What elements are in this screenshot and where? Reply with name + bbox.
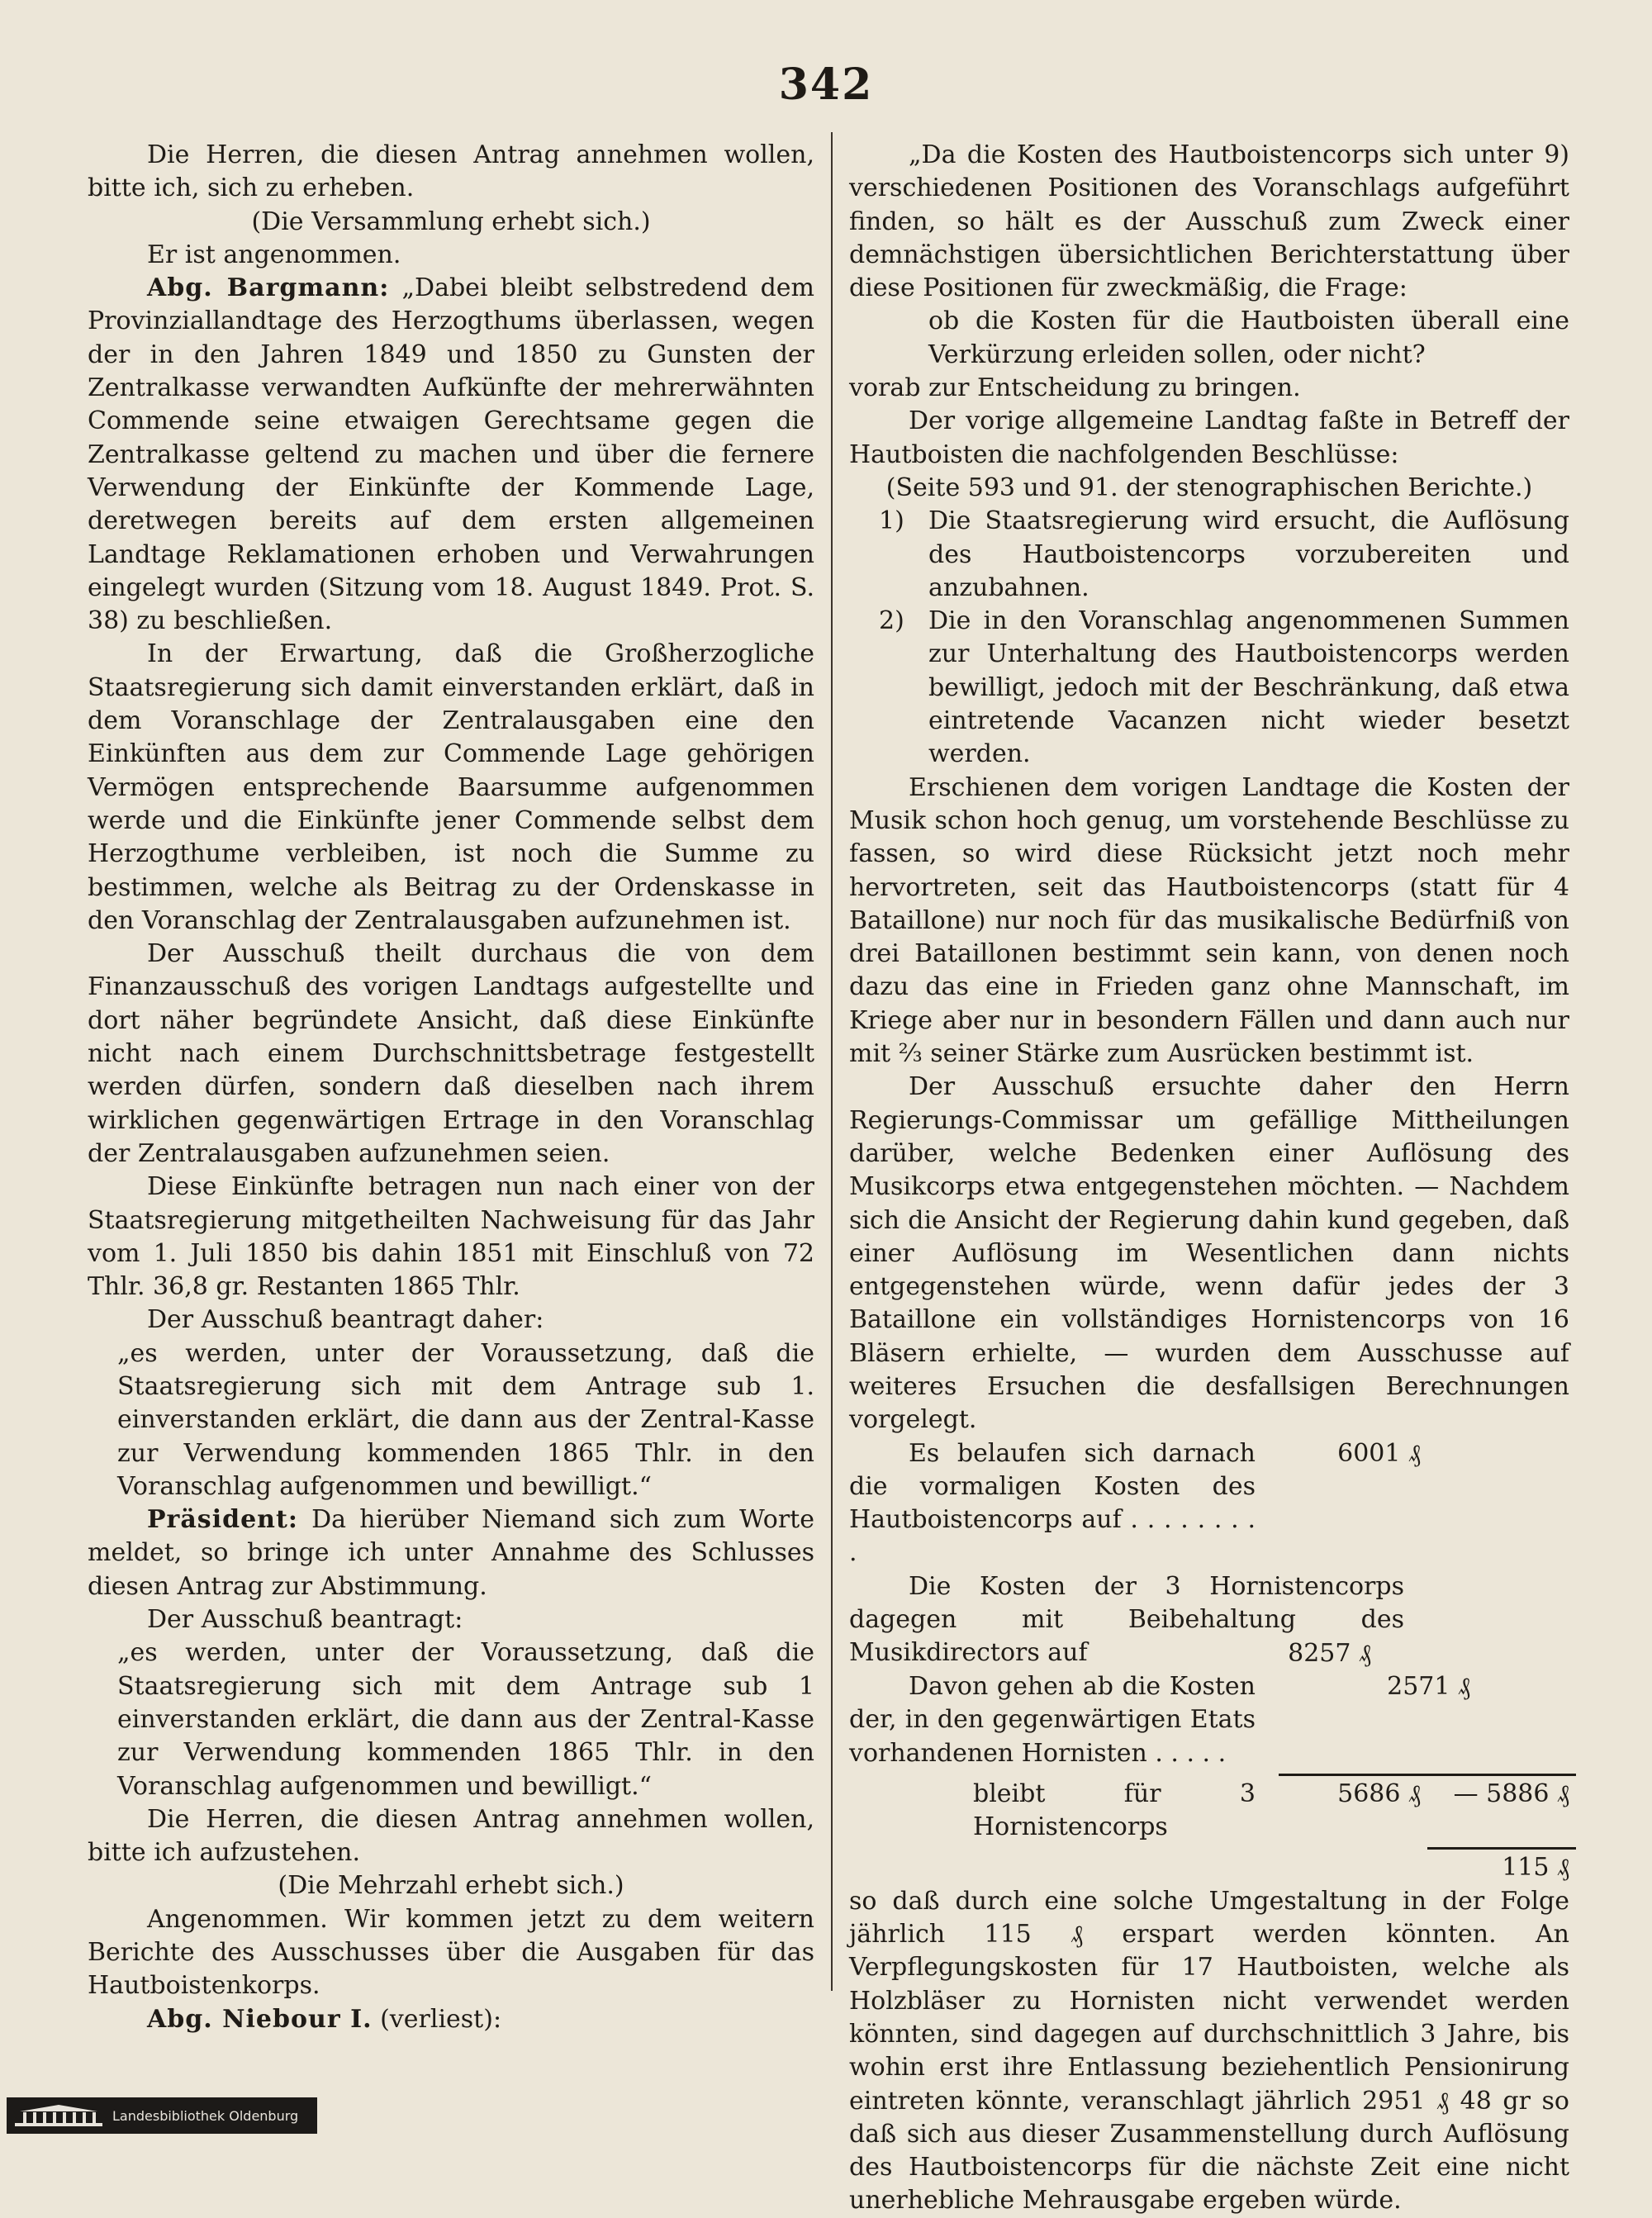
left-paragraph (88, 239, 814, 272)
paragraph-text: Er ist angenommen. (147, 240, 401, 269)
calc-row-present (849, 1670, 1569, 1770)
paragraph-text: (Die Versammlung erhebt sich.) (251, 207, 651, 236)
paragraph-text: Der Ausschuß beantragt: (147, 1605, 463, 1635)
paragraph-text: Die Herren, die diesen Antrag annehmen wollen, bitte ich aufzustehen. (88, 1804, 814, 1868)
paragraph-text: ob die Kosten für die Hautboisten überall eine Verkürzung erleiden sollen, oder nicht? (928, 306, 1569, 369)
left-paragraph (88, 1603, 814, 1636)
speaker-name: Präsident: (147, 1505, 298, 1535)
paragraph-text: „Dabei bleibt selbstredend dem Provinziallandtage des Herzogthums überlassen, wegen der in den Jahren 1849 und 1850 zu Gunsten der Zentralkasse verwandten Aufkünfte der mehrerwähnten Commende seine etwaigen Gerechtsame gegen die Zentralkasse geltend zu machen und über die fernere Verwendung der Einkünfte der Kommende Lage, deretwegen bereits auf dem ersten allgemeinen Landtage Reklamationen erhoben und Verwahrungen eingelegt wurden (Sitzung vom 18. August 1849. Prot. S. 38) zu beschließen. (88, 273, 814, 636)
resolution-text: Die Staatsregierung wird ersucht, die Auflösung des Hautboistencorps vorzubereiten und anzubahnen. (928, 506, 1569, 602)
library-footer (7, 2097, 317, 2134)
page-number: 342 (778, 59, 874, 110)
right-paragraph (849, 772, 1569, 1071)
resolution-number: 2) (879, 606, 904, 636)
right-closing-paragraph: so daß durch eine solche Umgestaltung in der Folge jährlich 115 ₰ erspart werden könnten. An Verpflegungskosten für 17 Hautboisten, welche als Holzbläser zu Hornisten nicht verwendet werden könnten, sind dagegen auf durchschnittlich 3 Jahre, bis wohin erst ihre Entlassung beziehentlich Pensionirung eintreten könnte, veranschlagt jährlich 2951 ₰ 48 gr so daß sich aus dieser Zusammenstellung durch Auflösung des Hautboistencorps für die nächste Zeit eine nicht unerhebliche Mehrausgabe ergeben würde. (849, 1886, 1569, 2216)
calc-former-label: Es belaufen sich darnach die vormaligen Kosten des Hautboistencorps auf . . . . . . . . . (849, 1438, 1256, 1568)
left-paragraph (88, 1803, 814, 1870)
paragraph-text: (Seite 593 und 91. der stenographischen Berichte.) (885, 473, 1533, 502)
calc-present-value: 2571 ₰ (1387, 1671, 1470, 1701)
left-paragraph (88, 638, 814, 938)
calc-former-value: 6001 ₰ (1337, 1438, 1421, 1468)
calc-horn-label: Die Kosten der 3 Hornistencorps dagegen mit Beibehaltung des Musikdirectors auf (849, 1571, 1404, 1668)
column-divider (831, 132, 833, 1991)
library-building-icon (13, 2103, 104, 2128)
calc-remain-value2: — 5886 ₰ (1453, 1779, 1569, 1808)
left-paragraph (88, 1503, 814, 1603)
cost-calculation (849, 1437, 1569, 1885)
resolution-number: 1) (879, 506, 904, 536)
paragraph-text: „Da die Kosten des Hautboistencorps sich unter 9) verschiedenen Positionen des Voranschlags aufgeführt finden, so hält es der Ausschuß zum Zweck einer demnächstigen übersichtlichen Berichterstattung über diese Positionen für zweckmäßig, die Frage: (849, 140, 1569, 303)
left-paragraph (88, 272, 814, 638)
resolution-text: Die in den Voranschlag angenommenen Summen zur Unterhaltung des Hautboistencorps werden bewilligt, jedoch mit der Beschränkung, daß etwa eintretende Vacanzen nicht wieder besetzt werden. (928, 606, 1569, 769)
paragraph-text: Der Ausschuß ersuchte daher den Herrn Regierungs-Commissar um gefällige Mittheilungen darüber, welche Bedenken einer Auflösung des Musikcorps etwa entgegenstehen möchten. — Nachdem sich die Ansicht der Regierung dahin kund gegeben, daß einer Auflösung im Wesentlichen dann nichts entgegenstehen würde, wenn dafür jedes der 3 Bataillone ein vollständiges Hornistencorps von 16 Bläsern erhielte, — wurden dem Ausschusse auf weiteres Ersuchen die desfallsigen Berechnungen vorgelegt. (849, 1072, 1569, 1435)
right-paragraph (849, 1071, 1569, 1437)
left-paragraph (88, 1337, 814, 1503)
paragraph-text: (verliest): (372, 2004, 502, 2034)
sum-rule (1279, 1774, 1576, 1776)
calc-horn-value: 8257 ₰ (1288, 1638, 1371, 1668)
right-paragraph (849, 405, 1569, 472)
calc-row-former (849, 1437, 1569, 1570)
calc-saving-value: 115 ₰ (1502, 1853, 1569, 1883)
paragraph-text: „es werden, unter der Voraussetzung, daß die Staatsregierung sich mit dem Antrage sub 1. einverstanden erklärt, die dann aus der Zentral-Kasse zur Verwendung kommenden 1865 Thlr. in den Voranschlag aufgenommen und bewilligt.“ (117, 1338, 814, 1501)
resolution-item (849, 605, 1569, 771)
left-column (88, 139, 814, 2036)
resolution-list (849, 505, 1569, 771)
left-paragraph (88, 1636, 814, 1802)
left-paragraph (88, 139, 814, 206)
left-paragraph (88, 1869, 814, 1902)
paragraph-text: Der vorige allgemeine Landtag faßte in Betreff der Hautboisten die nachfolgenden Beschlüsse: (849, 406, 1569, 469)
paragraph-text: Der Ausschuß theilt durchaus die von dem Finanzausschuß des vorigen Landtags aufgestellte und dort näher begründete Ansicht, daß diese Einkünfte nicht nach einem Durchschnittsbetrage festgestellt werden dürfen, sondern daß dieselben nach ihrem wirklichen gegenwärtigen Ertrage in den Voranschlag der Zentralausgaben aufzunehmen seien. (88, 939, 814, 1168)
right-top-paragraphs (849, 139, 1569, 505)
left-paragraph (88, 1304, 814, 1337)
left-paragraph (88, 1171, 814, 1304)
paragraph-text: Die Herren, die diesen Antrag annehmen wollen, bitte ich, sich zu erheben. (88, 140, 814, 203)
calc-row-saving (849, 1851, 1569, 1884)
left-paragraph (88, 1903, 814, 2003)
paragraph-text: In der Erwartung, daß die Großherzogliche Staatsregierung sich damit einverstanden erklärt, daß in dem Voranschlage der Zentralausgaben eine den Einkünften aus dem zur Commende Lage gehörigen Vermögen entsprechende Baarsumme aufgenommen werde und die Einkünfte jener Commende selbst dem Herzogthume verbleiben, ist noch die Summe zu bestimmen, welche als Beitrag zu der Ordenskasse in den Voranschlag der Zentralausgaben aufzunehmen ist. (88, 639, 814, 935)
calc-row-remain (849, 1778, 1569, 1845)
left-paragraph (88, 206, 814, 239)
paragraph-text: Diese Einkünfte betragen nun nach einer von der Staatsregierung mitgetheilten Nachweisung für das Jahr vom 1. Juli 1850 bis dahin 1851 mit Einschluß von 72 Thlr. 36,8 gr. Restanten 1865 Thlr. (88, 1172, 814, 1302)
right-paragraph (849, 139, 1569, 305)
paragraph-text: (Die Mehrzahl erhebt sich.) (278, 1871, 624, 1901)
calc-remain-value: 5686 ₰ (1337, 1779, 1421, 1808)
left-paragraph (88, 2003, 814, 2036)
paragraph-text: Der Ausschuß beantragt daher: (147, 1305, 544, 1335)
speaker-name: Abg. Bargmann: (147, 273, 390, 303)
left-paragraph (88, 938, 814, 1171)
resolution-item (849, 505, 1569, 605)
right-paragraph (849, 305, 1569, 372)
right-column (849, 139, 1569, 2218)
calc-present-label: Davon gehen ab die Kosten der, in den gegenwärtigen Etats vorhandenen Hornisten . . . . . (849, 1671, 1256, 1768)
paragraph-text: Da hierüber Niemand sich zum Worte meldet, so bringe ich unter Annahme des Schlusses diesen Antrag zur Abstimmung. (88, 1505, 814, 1601)
paragraph-text: „es werden, unter der Voraussetzung, daß die Staatsregierung sich mit dem Antrage sub 1 einverstanden erklärt, die dann aus der Zentral-Kasse zur Verwendung kommenden 1865 Thlr. in den Voranschlag aufgenommen und bewilligt.“ (117, 1638, 814, 1801)
paragraph-text: vorab zur Entscheidung zu bringen. (849, 373, 1301, 403)
saving-rule (1427, 1847, 1576, 1850)
right-mid-paragraphs (849, 772, 1569, 1437)
library-name: Landesbibliothek Oldenburg (112, 2107, 299, 2124)
paragraph-text: Erschienen dem vorigen Landtage die Kosten der Musik schon hoch genug, um vorstehende Beschlüsse zu fassen, so wird diese Rücksicht jetzt noch mehr hervortreten, seit das Hautboistencorps (statt für 4 Bataillone) nur noch für das musikalische Bedürfniß von drei Bataillonen bestimmt sein kann, von denen noch dazu das eine in Frieden ganz ohne Mannschaft, im Kriege aber nur in besondern Fällen und dann auch nur mit ⅔ seiner Stärke zum Ausrücken bestimmt ist. (849, 772, 1569, 1069)
speaker-name: Abg. Niebour I. (147, 2004, 373, 2034)
paragraph-text: Angenommen. Wir kommen jetzt zu dem weitern Berichte des Ausschusses über die Ausgaben für das Hautboistenkorps. (88, 1904, 814, 2001)
right-paragraph (849, 372, 1569, 405)
right-paragraph (849, 472, 1569, 505)
calc-remain-label: bleibt für 3 Hornistencorps (973, 1779, 1256, 1842)
